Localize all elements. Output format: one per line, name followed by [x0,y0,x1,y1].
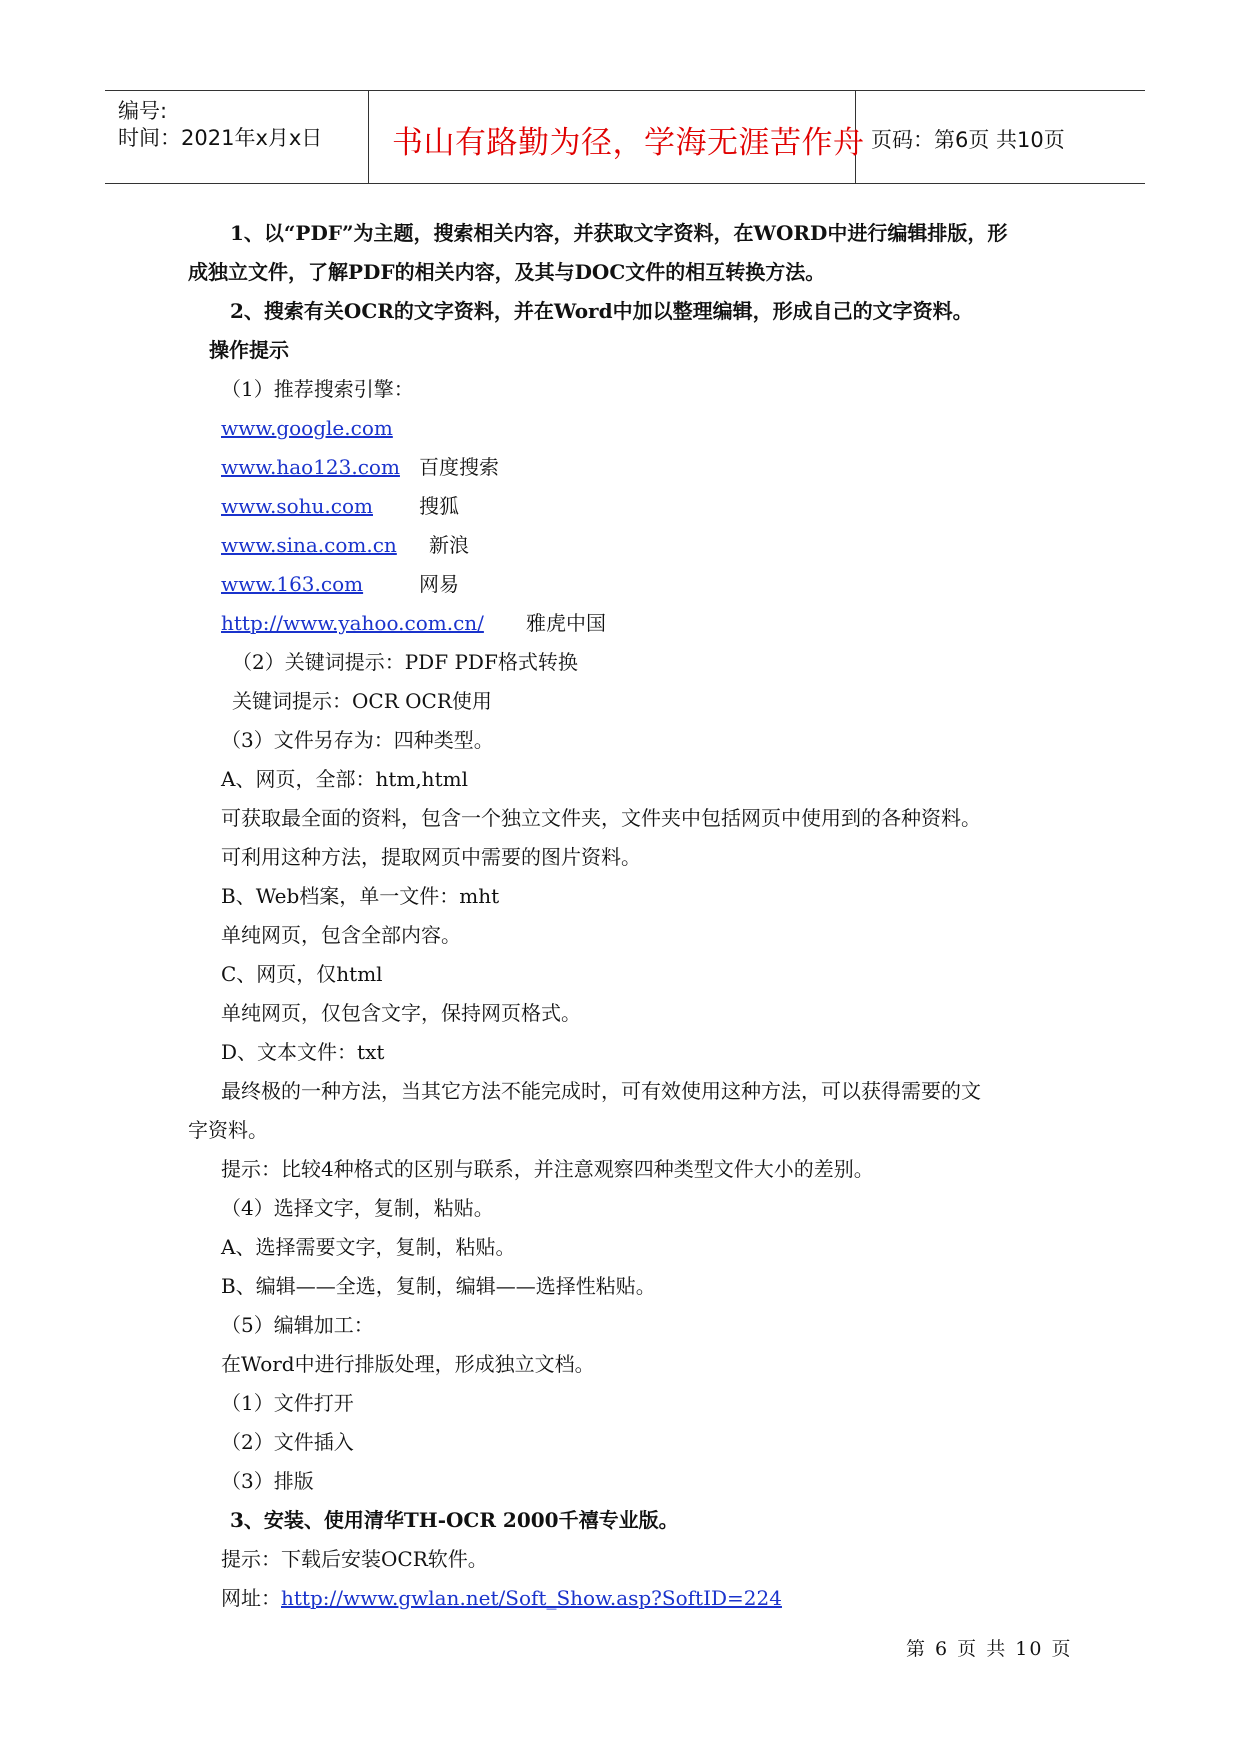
type-d-desc1: 最终极的一种方法，当其它方法不能完成时，可有效使用这种方法，可以获得需要的文 [221,1079,981,1103]
header-page-code: 页码：第6页 共10页 [871,128,1065,152]
sub-step2: （2）文件插入 [221,1430,354,1454]
step5-desc: 在Word中进行排版处理，形成独立文档。 [221,1352,595,1376]
format-hint: 提示：比较4种格式的区别与联系，并注意观察四种类型文件大小的差别。 [221,1157,874,1181]
step2b: 关键词提示：OCR OCR使用 [232,689,492,713]
engine-name-sina: 新浪 [429,533,469,557]
type-b: B、Web档案，单一文件：mht [221,884,500,908]
footer-page-number: 第 6 页 共 10 页 [906,1638,1073,1660]
type-c: C、网页，仅html [221,962,383,986]
engine-link-hao123[interactable]: www.hao123.com [221,455,400,479]
engine-name-yahoo: 雅虎中国 [526,611,606,635]
sub-step1: （1）文件打开 [221,1391,354,1415]
header-top-border [105,90,1145,91]
header-divider-left [368,90,369,183]
step4a: A、选择需要文字，复制，粘贴。 [221,1235,516,1259]
task3: 3、安装、使用清华TH-OCR 2000千禧专业版。 [230,1508,679,1532]
step4b: B、编辑——全选，复制，编辑——选择性粘贴。 [221,1274,656,1298]
serial-label: 编号: [118,99,168,123]
type-b-desc: 单纯网页，包含全部内容。 [221,923,461,947]
engine-link-163[interactable]: www.163.com [221,572,364,596]
motto: 书山有路勤为径，学海无涯苦作舟 [392,125,865,161]
task3-url-link[interactable]: http://www.gwlan.net/Soft_Show.asp?SoftID=224 [281,1586,782,1610]
engine-link-sohu[interactable]: www.sohu.com [221,494,373,518]
task2: 2、搜索有关OCR的文字资料，并在Word中加以整理编辑，形成自己的文字资料。 [230,299,973,323]
time-label: 时间：2021年x月x日 [118,126,323,150]
header-bottom-border [105,183,1145,184]
engine-link-sina[interactable]: www.sina.com.cn [221,533,397,557]
engine-name-163: 网易 [419,572,459,596]
type-d-desc2: 字资料。 [188,1118,268,1142]
step2: （2）关键词提示：PDF PDF格式转换 [232,650,578,674]
type-d: D、文本文件：txt [221,1040,385,1064]
step5: （5）编辑加工： [221,1313,374,1337]
step1: （1）推荐搜索引擎： [221,377,414,401]
step4: （4）选择文字，复制，粘贴。 [221,1196,494,1220]
step3: （3）文件另存为：四种类型。 [221,728,494,752]
type-a: A、网页，全部：htm,html [221,767,468,791]
engine-link-yahoo[interactable]: http://www.yahoo.com.cn/ [221,611,484,635]
task3-url-label: 网址： [221,1586,281,1610]
engine-link-google[interactable]: www.google.com [221,416,393,440]
task1-line1: 1、以“PDF”为主题，搜索相关内容，并获取文字资料，在WORD中进行编辑排版，形 [230,221,1008,245]
type-c-desc: 单纯网页，仅包含文字，保持网页格式。 [221,1001,581,1025]
task3-url-line [221,1585,782,1611]
engine-name-hao123: 百度搜索 [419,455,499,479]
task3-hint: 提示：下载后安装OCR软件。 [221,1547,488,1571]
engine-name-sohu: 搜狐 [419,494,459,518]
sub-step3: （3）排版 [221,1469,314,1493]
type-a-desc2: 可利用这种方法，提取网页中需要的图片资料。 [221,845,641,869]
type-a-desc1: 可获取最全面的资料，包含一个独立文件夹，文件夹中包括网页中使用到的各种资料。 [221,806,981,830]
task1-line2: 成独立文件，了解PDF的相关内容，及其与DOC文件的相互转换方法。 [188,260,826,284]
tips-heading: 操作提示 [209,338,289,362]
